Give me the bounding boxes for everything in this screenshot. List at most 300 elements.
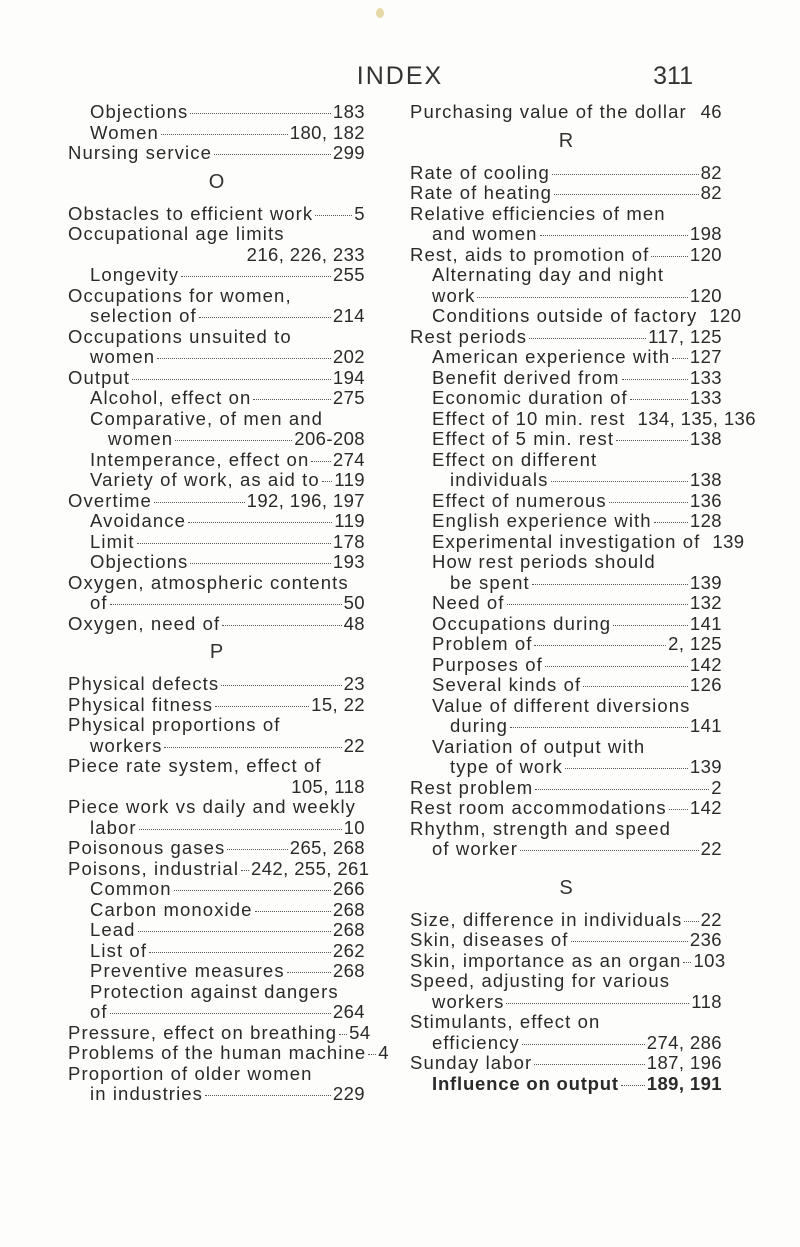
entry-term: Rhythm, strength and speed [410,817,672,839]
index-entry [410,286,722,307]
page-title: INDEX [356,62,444,90]
index-entry [410,102,722,123]
entries-p [68,673,389,1105]
dot-leader [222,625,341,626]
entry-term: Economic duration of [432,387,628,408]
dot-leader [241,870,249,871]
section-letter-s: S [559,876,573,899]
entry-term: Physical fitness [68,693,214,715]
index-entry [410,778,722,799]
index-entry [68,286,365,307]
index-entry [410,450,722,471]
dot-leader [565,768,688,769]
entry-term: Objections [90,101,189,122]
index-entry [68,306,365,327]
page-reference: 134, 135, 136 [637,407,756,429]
entry-term: workers [90,734,163,756]
page-reference: 189, 191 [646,1072,722,1094]
index-entry [410,1012,722,1033]
entry-term: Oxygen, need of [68,612,221,634]
index-entry [68,1002,365,1023]
index-entry [68,388,365,409]
dot-leader [507,604,688,605]
dot-leader [520,850,699,851]
index-entry [410,1033,722,1054]
entry-term: Poisonous gases [68,837,226,858]
index-entry [410,573,722,594]
dot-leader [532,584,688,585]
index-entry [410,910,722,931]
entry-term: Need of [432,592,505,613]
entry-term: Output [68,366,131,388]
index-entry [410,614,722,635]
entry-term: Protection against dangers [90,980,339,1002]
entry-term: Value of different diversions [432,694,691,716]
index-entry [410,1053,722,1074]
entry-term: Lead [90,919,136,940]
index-entry [68,224,365,245]
entry-term: and women [432,223,538,244]
entry-term: Purchasing value of the dollar [410,101,687,122]
page-reference: 268 [332,919,365,940]
entry-term: Physical defects [68,673,220,694]
section-letter-r: R [558,129,574,152]
index-entry [410,716,722,737]
page-reference: 274, 286 [646,1031,722,1053]
dot-leader [139,829,342,830]
index-entry [68,941,365,962]
index-entry [410,245,722,266]
index-entry [410,757,722,778]
page-reference: 120 [689,243,722,265]
index-entry [410,347,722,368]
entry-term: English experience with [432,510,652,531]
entry-term: Occupational age limits [68,223,285,244]
index-entry [410,327,722,348]
index-entry [410,204,722,225]
entry-term: Problems of the human machine [68,1042,367,1063]
entry-term: type of work [450,756,563,777]
dot-leader [654,522,688,523]
entry-term: Oxygen, atmospheric contents [68,571,349,593]
index-entry [68,143,365,164]
entries-r [410,161,756,860]
index-entry [68,797,365,818]
index-entry [410,593,722,614]
index-entry [68,429,365,450]
entry-term: Longevity [90,264,180,285]
index-entry [410,655,722,676]
dot-leader [683,962,691,963]
entry-term: Rest problem [410,776,534,798]
page-reference: 117, 125 [648,325,722,347]
dot-leader [534,645,666,646]
entry-term: Speed, adjusting for various [410,970,671,991]
page-reference: 178 [332,530,365,552]
page-reference: 120 [689,284,722,306]
dot-leader [540,235,688,236]
page-reference: 229 [332,1083,365,1104]
entry-term: individuals [450,469,549,490]
entry-term: Variation of output with [432,735,646,757]
page-reference: 15, 22 [311,693,365,715]
page-number: 311 [653,62,693,90]
index-entry [68,1021,371,1044]
index-entry [68,450,365,471]
dot-leader [110,604,342,605]
dot-leader [506,1003,689,1004]
index-entry [410,530,745,553]
page-reference: 2, 125 [668,633,722,654]
entry-term: Overtime [68,489,152,511]
dot-leader [621,1085,645,1086]
page-reference: 120 [709,305,742,326]
entry-term: Piece work vs daily and weekly [68,796,356,817]
dot-leader [554,194,699,195]
entry-term: Skin, importance as an organ [410,949,682,971]
index-entry [68,123,365,144]
dot-leader [181,276,331,277]
page-reference: 5 [354,202,365,224]
index-entry [68,777,365,798]
entry-term: Problem of [432,633,533,654]
dot-leader [164,747,341,748]
page-reference: 262 [332,939,365,961]
entry-term: Piece rate system, effect of [68,755,322,776]
page-reference: 266 [332,878,365,899]
dot-leader [149,952,331,953]
index-entry [68,674,365,695]
index-entry [410,305,742,327]
entry-term: workers [432,990,505,1012]
section-letter-p: P [209,641,224,663]
dot-leader [199,317,331,318]
index-entry [68,961,365,982]
dot-leader [510,727,688,728]
page-reference: 133 [689,387,722,408]
entry-term: Occupations during [432,612,612,634]
dot-leader [651,256,688,257]
dot-leader [174,890,331,891]
entry-term: Effect on different [432,448,598,470]
entry-term: American experience with [432,346,671,367]
dot-leader [214,154,331,155]
index-entry [68,368,365,389]
index-entry [68,695,365,716]
entry-term: Effect of 5 min. rest [432,428,615,449]
dot-leader [205,1095,331,1096]
dot-leader [368,1054,376,1055]
dot-leader [609,502,688,503]
dot-leader [190,563,331,564]
page-reference: 264 [332,1001,365,1022]
entry-term: Obstacles to efficient work [68,202,314,224]
page-reference: 23 [343,673,365,694]
dot-leader [132,379,331,380]
index-entry [68,409,365,430]
entry-term: in industries [90,1083,204,1104]
index-entry [410,737,722,758]
entry-term: Skin, diseases of [410,929,569,950]
entries-pre-o [68,102,365,164]
page-smudge [376,8,384,18]
dot-leader [221,685,341,686]
index-entry [68,756,365,777]
index-entry [410,839,722,860]
entry-term: work [432,284,476,306]
index-entry [68,857,370,880]
index-entry [68,102,365,123]
index-entry [68,511,365,532]
page-reference: 118 [691,990,722,1012]
page-reference: 216, 226, 233 [246,243,365,265]
index-entry [68,491,365,512]
dot-leader [684,921,698,922]
dot-leader [255,911,331,912]
index-entry [410,388,722,409]
dot-leader [215,706,309,707]
index-entry [68,245,365,266]
index-column-left [68,101,389,1105]
dot-leader [583,686,688,687]
entry-term: Sunday labor [410,1052,533,1073]
entry-term: Occupations for women, [68,284,292,306]
page-reference: 10 [343,816,365,838]
entry-term: Experimental investigation of [432,530,701,552]
entry-term: Purposes of [432,653,543,675]
page-reference: 133 [689,366,722,388]
entry-term: List of [90,939,148,961]
page-reference: 183 [332,101,365,122]
section-letter-o: O [208,170,225,193]
dot-leader [545,666,688,667]
index-column-right [410,101,756,1094]
index-entry [68,327,365,348]
index-entry [68,204,365,225]
entry-term: Occupations unsuited to [68,325,292,347]
dot-leader [311,461,331,462]
index-entry [410,470,722,491]
page-reference: 4 [378,1042,389,1063]
index-entry [68,573,365,594]
dot-leader [315,215,352,216]
dot-leader [630,399,688,400]
entry-term: Objections [90,551,189,572]
index-entry [68,470,365,491]
entry-term: Size, difference in individuals [410,908,683,930]
index-entry [410,491,722,512]
page-reference: 236 [689,929,722,950]
page-reference: 105, 118 [291,775,365,797]
entry-term: Intemperance, effect on [90,448,310,470]
dot-leader [137,543,331,544]
index-entry [68,593,365,614]
index-entry [410,675,722,696]
entry-term: Rest, aids to promotion of [410,243,650,265]
dot-leader [110,1013,331,1014]
page-reference: 119 [334,510,365,531]
index-entry [68,818,365,839]
entry-term: Poisons, industrial [68,857,240,879]
index-entry [410,407,756,430]
entry-term: Comparative, of men and [90,407,324,429]
entry-term: be spent [450,571,530,593]
dot-leader [339,1034,347,1035]
page-reference: 141 [689,612,722,634]
page-reference: 206-208 [294,428,365,449]
entry-term: Rate of heating [410,182,552,203]
index-entry [410,1074,722,1095]
entry-term: Pressure, effect on breathing [68,1021,338,1043]
index-entry [68,552,365,573]
dot-leader [669,809,688,810]
index-entry [410,696,722,717]
index-entry [410,511,722,532]
page-reference: 136 [689,489,722,511]
index-entry [410,798,722,819]
page-reference: 142 [689,797,722,818]
page-reference: 138 [689,469,722,490]
index-entry [68,838,365,859]
page-reference: 132 [689,592,722,613]
entry-term: Effect of 10 min. rest [432,407,626,429]
page-reference: 180, 182 [289,121,365,143]
index-entry [410,930,722,951]
page-reference: 139 [689,571,722,593]
entry-term: of worker [432,838,518,859]
entry-term: Avoidance [90,510,186,531]
entry-term: Several kinds of [432,674,582,695]
page-reference: 126 [689,674,722,695]
index-entry [410,429,722,450]
entry-term: efficiency [432,1031,520,1053]
index-entry [68,265,365,286]
dot-leader [616,440,688,441]
index-entry [68,900,365,921]
index-entry [68,982,365,1003]
dot-leader [188,522,332,523]
page-reference: 138 [689,428,722,449]
index-entry [410,368,722,389]
index-entry [410,971,722,992]
page-reference: 192, 196, 197 [246,489,365,511]
dot-leader [154,502,245,503]
page-reference: 268 [332,898,365,920]
index-entry [68,920,365,941]
entry-term: of [90,1001,108,1022]
dot-leader [672,358,688,359]
dot-leader [157,358,331,359]
index-entry [410,183,722,204]
entry-term: Women [90,121,159,143]
index-entry [410,949,726,972]
entry-term: Alternating day and night [432,264,665,285]
entry-term: Nursing service [68,142,212,163]
dot-leader [534,1064,645,1065]
page-reference: 268 [332,960,365,981]
page-reference: 46 [700,101,722,122]
dot-leader [253,399,331,400]
page-reference: 48 [343,612,365,634]
entry-term: Alcohol, effect on [90,387,252,408]
page-reference: 193 [332,551,365,572]
index-entry [68,1042,389,1064]
index-entry [410,634,722,655]
index-entry [68,614,365,635]
page-reference: 255 [332,264,365,285]
index-entry [68,1084,365,1105]
entry-term: Rate of cooling [410,161,550,183]
entry-term: Preventive measures [90,960,285,981]
entries-o [68,204,365,635]
page-reference: 242, 255, 261 [251,857,370,879]
page-reference: 22 [343,734,365,756]
dot-leader [535,789,709,790]
page-reference: 214 [332,305,365,326]
page-reference: 22 [700,908,722,930]
page-reference: 128 [689,510,722,531]
page-reference: 119 [334,469,365,490]
page-header [0,62,800,98]
dot-leader [552,174,699,175]
page-reference: 22 [700,838,722,859]
entry-term: during [450,715,509,736]
entry-term: Proportion of older women [68,1062,313,1084]
dot-leader [613,625,688,626]
entry-term: Limit [90,530,135,552]
dot-leader [622,379,688,380]
entry-term: Relative efficiencies of men [410,202,666,224]
dot-leader [522,1044,645,1045]
page-reference: 127 [689,346,722,367]
page-reference: 274 [332,448,365,470]
page-reference: 202 [332,346,365,367]
index-entry [410,163,722,184]
entry-term: selection of [90,305,197,326]
entry-term: labor [90,816,137,838]
page-reference: 275 [332,387,365,408]
page-reference: 299 [332,142,365,163]
dot-leader [477,297,687,298]
entry-term: Rest room accommodations [410,797,667,818]
dot-leader [529,338,646,339]
entry-term: Rest periods [410,325,528,347]
page-reference: 187, 196 [646,1052,722,1073]
index-entry [410,265,722,286]
entry-term: Carbon monoxide [90,898,253,920]
entry-term: Physical proportions of [68,714,281,735]
entry-term: women [108,428,174,449]
page-reference: 54 [349,1021,371,1043]
dot-leader [551,481,688,482]
page-reference: 194 [332,366,365,388]
page-reference: 142 [689,653,722,675]
entry-term: Effect of numerous [432,489,607,511]
entries-s [410,908,726,1095]
index-entry [410,552,722,573]
index-entry [68,736,365,757]
page-reference: 82 [700,161,722,183]
entry-term: women [90,346,156,367]
entry-term: Variety of work, as aid to [90,469,320,490]
index-entry [410,224,722,245]
dot-leader [175,440,292,441]
entry-term: of [90,592,108,613]
page-reference: 82 [700,182,722,203]
dot-leader [190,113,331,114]
entry-term: Conditions outside of factory [432,305,698,326]
page-reference: 103 [693,949,726,971]
